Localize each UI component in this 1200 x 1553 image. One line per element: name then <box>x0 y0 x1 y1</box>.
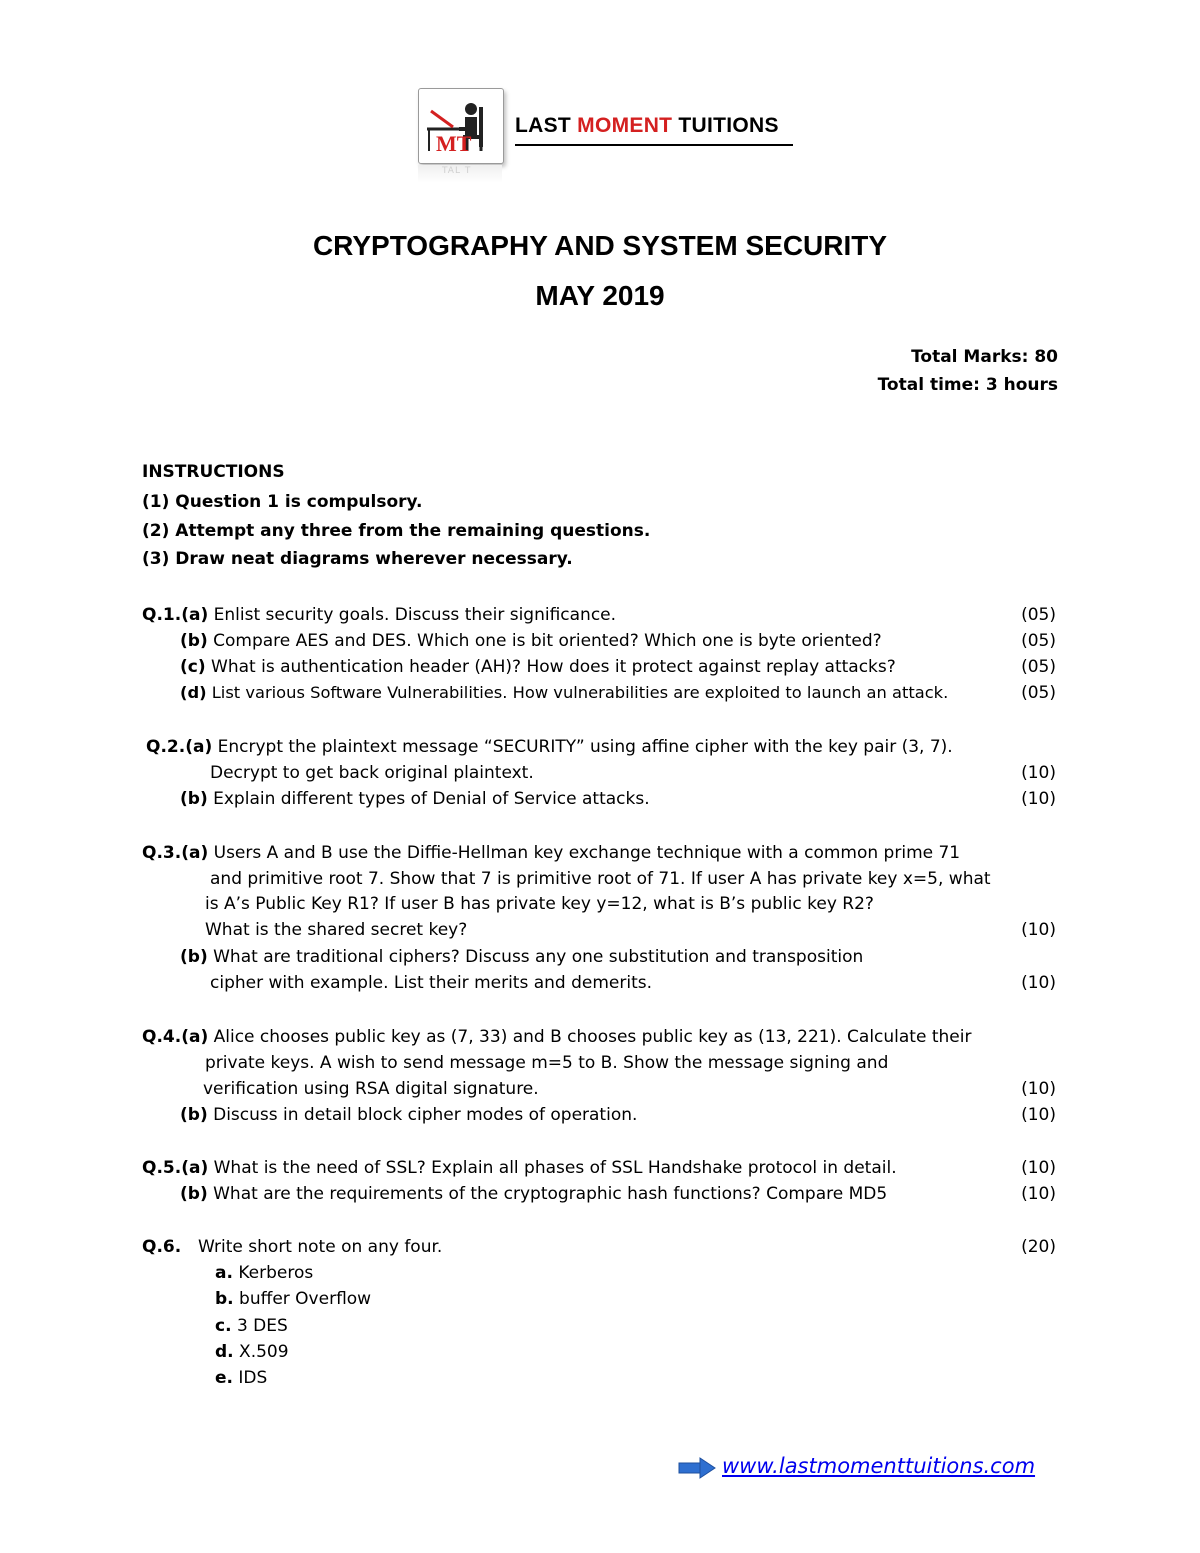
sub-question-text: Enlist security goals. Discuss their significance. <box>208 605 617 625</box>
marks: (10) <box>1021 763 1056 783</box>
sub-question-text: is A’s Public Key R1? If user B has private key y=12, what is B’s public key R2? <box>205 894 874 914</box>
logo-letters: MT <box>436 131 472 156</box>
logo <box>418 88 504 164</box>
list-item-text: 3 DES <box>231 1316 288 1336</box>
sub-question-tag: (b) <box>180 947 208 967</box>
sub-question-text: Explain different types of Denial of Service attacks. <box>207 789 650 809</box>
list-item <box>215 1313 288 1339</box>
sub-question-tag: (a) <box>181 605 209 625</box>
sub-question-tag: (a) <box>185 737 213 757</box>
sub-question-text: Encrypt the plaintext message “SECURITY” using affine cipher with the key pair (3, 7). <box>212 737 953 757</box>
brand-underline <box>515 144 793 146</box>
sub-question-tag: (d) <box>180 683 207 702</box>
marks: (10) <box>1021 920 1056 940</box>
sub-question-text: Compare AES and DES. Which one is bit oriented? Which one is byte oriented? <box>207 631 882 651</box>
marks: (10) <box>1021 1105 1056 1125</box>
question-text: Write short note on any four. <box>198 1237 443 1257</box>
instruction-item: (2) Attempt any three from the remaining questions. <box>142 521 651 541</box>
list-item <box>215 1260 313 1286</box>
list-item-tag: d. <box>215 1342 234 1362</box>
marks: (10) <box>1021 1079 1056 1099</box>
marks: (05) <box>1021 605 1056 625</box>
brand-part-1: LAST <box>515 114 578 137</box>
sub-question-text: What is the need of SSL? Explain all phases of SSL Handshake protocol in detail. <box>208 1158 897 1178</box>
sub-question-text: private keys. A wish to send message m=5 to B. Show the message signing and <box>205 1053 889 1073</box>
sub-question-tag: (b) <box>180 631 208 651</box>
marks: (20) <box>1021 1237 1056 1257</box>
question-label: Q.4. <box>142 1027 182 1047</box>
marks: (05) <box>1021 657 1056 677</box>
marks: (05) <box>1021 631 1056 651</box>
instruction-item: (1) Question 1 is compulsory. <box>142 492 423 512</box>
exam-title: CRYPTOGRAPHY AND SYSTEM SECURITY <box>312 230 888 261</box>
marks: (10) <box>1021 1184 1056 1204</box>
sub-question-text: What are the requirements of the cryptographic hash functions? Compare MD5 <box>207 1184 888 1204</box>
sub-question-text: Discuss in detail block cipher modes of operation. <box>207 1105 638 1125</box>
sub-question-text: What is the shared secret key? <box>205 920 468 940</box>
sub-question-text: Users A and B use the Diffie-Hellman key exchange technique with a common prime 71 <box>208 843 961 863</box>
sub-question-tag: (b) <box>180 789 208 809</box>
sub-question-text: Decrypt to get back original plaintext. <box>210 763 534 783</box>
right-arrow-icon <box>678 1457 716 1483</box>
brand-name <box>515 114 779 138</box>
sub-question-tag: (a) <box>181 1158 209 1178</box>
brand-part-3: TUITIONS <box>672 114 779 137</box>
sub-question-text: cipher with example. List their merits and demerits. <box>210 973 653 993</box>
sub-question-tag: (a) <box>181 1027 209 1047</box>
question-label: Q.1. <box>142 605 182 625</box>
list-item-tag: c. <box>215 1316 232 1336</box>
sub-question-text: List various Software Vulnerabilities. How vulnerabilities are exploited to launch an attack. <box>206 683 949 702</box>
sub-question-text: Alice chooses public key as (7, 33) and B chooses public key as (13, 221). Calculate their <box>208 1027 972 1047</box>
list-item-text: Kerberos <box>232 1263 314 1283</box>
list-item-text: X.509 <box>233 1342 289 1362</box>
list-item <box>215 1365 267 1391</box>
question-label: Q.6. <box>142 1237 182 1257</box>
list-item-tag: e. <box>215 1368 233 1388</box>
total-time: Total time: 3 hours <box>877 375 1058 395</box>
list-item-tag: b. <box>215 1289 234 1309</box>
total-marks: Total Marks: 80 <box>911 347 1058 367</box>
sub-question-tag: (a) <box>181 843 209 863</box>
sub-question-tag: (b) <box>180 1105 208 1125</box>
brand-part-2: MOMENT <box>577 114 673 137</box>
sub-question-tag: (b) <box>180 1184 208 1204</box>
question-label: Q.2. <box>146 737 186 757</box>
sub-question-text: and primitive root 7. Show that 7 is primitive root of 71. If user A has private key x=5, what <box>210 869 991 889</box>
marks: (10) <box>1021 1158 1056 1178</box>
instructions-heading: INSTRUCTIONS <box>142 462 285 482</box>
website-link[interactable]: www.lastmomenttuitions.com <box>722 1454 1036 1478</box>
list-item-tag: a. <box>215 1263 233 1283</box>
list-item-text: buffer Overflow <box>233 1289 372 1309</box>
marks: (05) <box>1021 683 1056 703</box>
list-item-text: IDS <box>233 1368 268 1388</box>
question-label: Q.5. <box>142 1158 182 1178</box>
sub-question-text: verification using RSA digital signature. <box>203 1079 539 1099</box>
marks: (10) <box>1021 973 1056 993</box>
question-label: Q.3. <box>142 843 182 863</box>
sub-question-tag: (c) <box>180 657 206 677</box>
marks: (10) <box>1021 789 1056 809</box>
sub-question-text: What are traditional ciphers? Discuss any one substitution and transposition <box>207 947 864 967</box>
list-item <box>215 1286 371 1312</box>
logo-reflection: TAL T <box>418 165 502 183</box>
instruction-item: (3) Draw neat diagrams wherever necessary. <box>142 549 573 569</box>
exam-date: MAY 2019 <box>535 280 665 311</box>
sub-question-text: What is authentication header (AH)? How does it protect against replay attacks? <box>205 657 896 677</box>
list-item <box>215 1339 289 1365</box>
